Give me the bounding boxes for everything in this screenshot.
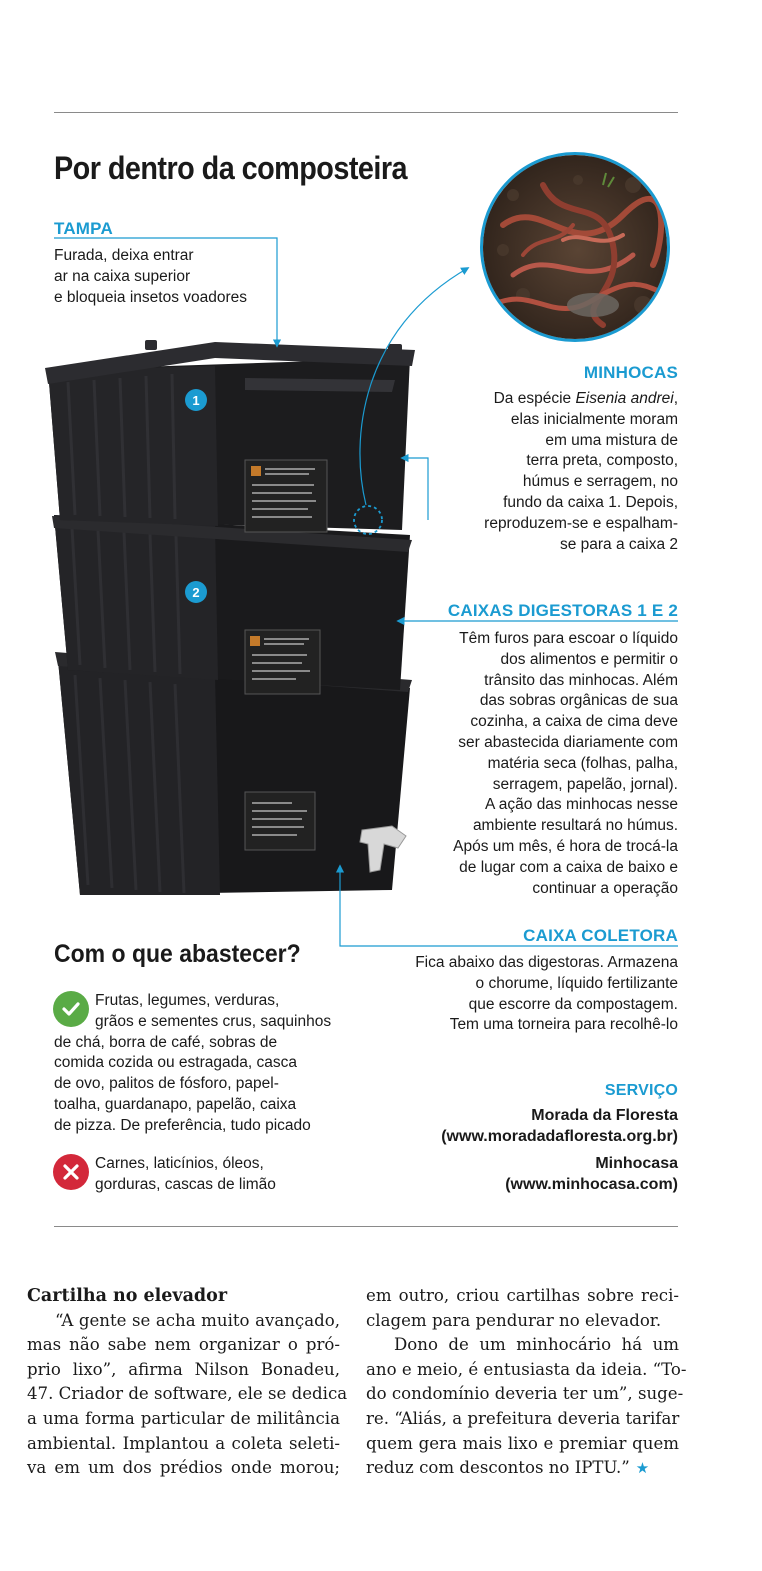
article-line: va em um dos prédios onde morou; — [27, 1458, 340, 1478]
box-2-number: 2 — [192, 585, 200, 600]
servico-url-1[interactable]: (www.moradadafloresta.org.br) — [441, 1128, 678, 1145]
article-line: ambiental. Implantou a coleta seleti- — [27, 1433, 340, 1453]
end-star-icon: ★ — [635, 1459, 650, 1478]
article-line: ano e meio, é entusiasta da ideia. “To- — [366, 1359, 687, 1379]
article-line: a uma forma particular de militância — [27, 1408, 340, 1428]
minhocas-label: MINHOCAS — [583, 363, 678, 382]
article-line: Dono de um minhocário há um — [394, 1335, 679, 1355]
bottom-divider — [54, 1226, 678, 1227]
article-line: reduz com descontos no IPTU.” ★ — [366, 1458, 650, 1478]
abastecer-title: Com o que abastecer? — [54, 940, 301, 968]
tampa-description: Furada, deixa entrar ar na caixa superior e bloqueia insetos voadores — [54, 247, 248, 306]
article-line: em outro, criou cartilhas sobre reci- — [366, 1286, 679, 1305]
article-line: re. “Aliás, a prefeitura deveria tarifar — [366, 1408, 680, 1428]
servico-label: SERVIÇO — [604, 1082, 678, 1099]
tampa-label: TAMPA — [54, 219, 113, 238]
servico-url-2[interactable]: (www.minhocasa.com) — [505, 1176, 678, 1193]
caixa-coletora-label: CAIXA COLETORA — [523, 926, 678, 945]
servico-name-1: Morada da Floresta — [531, 1107, 678, 1124]
article-column-right — [366, 1284, 687, 1481]
article-line: 47. Criador de software, ele se dedica — [27, 1384, 348, 1404]
forbidden-items: Carnes, laticínios, óleos, gorduras, cascas de limão — [95, 1155, 276, 1193]
allowed-items: Frutas, legumes, verduras, grãos e sementes crus, saquinhos de chá, borra de café, sobras de comida cozida ou estragada, casca de ovo, palitos de fósforo, papel- toalha, guardanapo, papelão, caixa de pizza. De preferência, tudo picado — [54, 992, 332, 1134]
article-column-left — [27, 1284, 348, 1481]
article-line: quem gera mais lixo e premiar quem — [366, 1433, 679, 1453]
minhocas-description: Da espécie Eisenia andrei, elas inicialmente moram em uma mistura de terra preta, composto, húmus e serragem, no fundo da caixa 1. Depois, reproduzem-se e espalham- se para a caixa 2 — [484, 390, 678, 553]
article-line: “A gente se acha muito avançado, — [55, 1310, 340, 1330]
article-title: Cartilha no elevador — [27, 1286, 228, 1306]
servico-name-2: Minhocasa — [595, 1155, 678, 1172]
caixas-digestoras-description: Têm furos para escoar o líquido dos alimentos e permitir o trânsito das minhocas. Além das sobras orgânicas de sua cozinha, a caixa de cima deve ser abastecida diariamente com matéria seca (folhas, palha, serragem, papelão, jornal). A ação das minhocas nesse ambiente resultará no húmus. Após um mês, é hora de trocá-la de lugar com a caixa de baixo e continuar a operação — [453, 630, 678, 897]
article-line: do condomínio deveria ter um”, suge- — [366, 1384, 684, 1404]
article-line: prio lixo”, afirma Nilson Bonadeu, — [27, 1359, 340, 1379]
page-title: Por dentro da composteira — [54, 150, 407, 186]
box-1-number: 1 — [192, 393, 200, 408]
article-line: mas não sabe nem organizar o pró- — [27, 1335, 340, 1355]
article-line: clagem para pendurar no elevador. — [366, 1310, 662, 1330]
caixa-coletora-description: Fica abaixo das digestoras. Armazena o chorume, líquido fertilizante que escorre da compostagem. Tem uma torneira para recolhê-lo — [415, 954, 678, 1034]
caixas-digestoras-label: CAIXAS DIGESTORAS 1 E 2 — [447, 601, 678, 620]
